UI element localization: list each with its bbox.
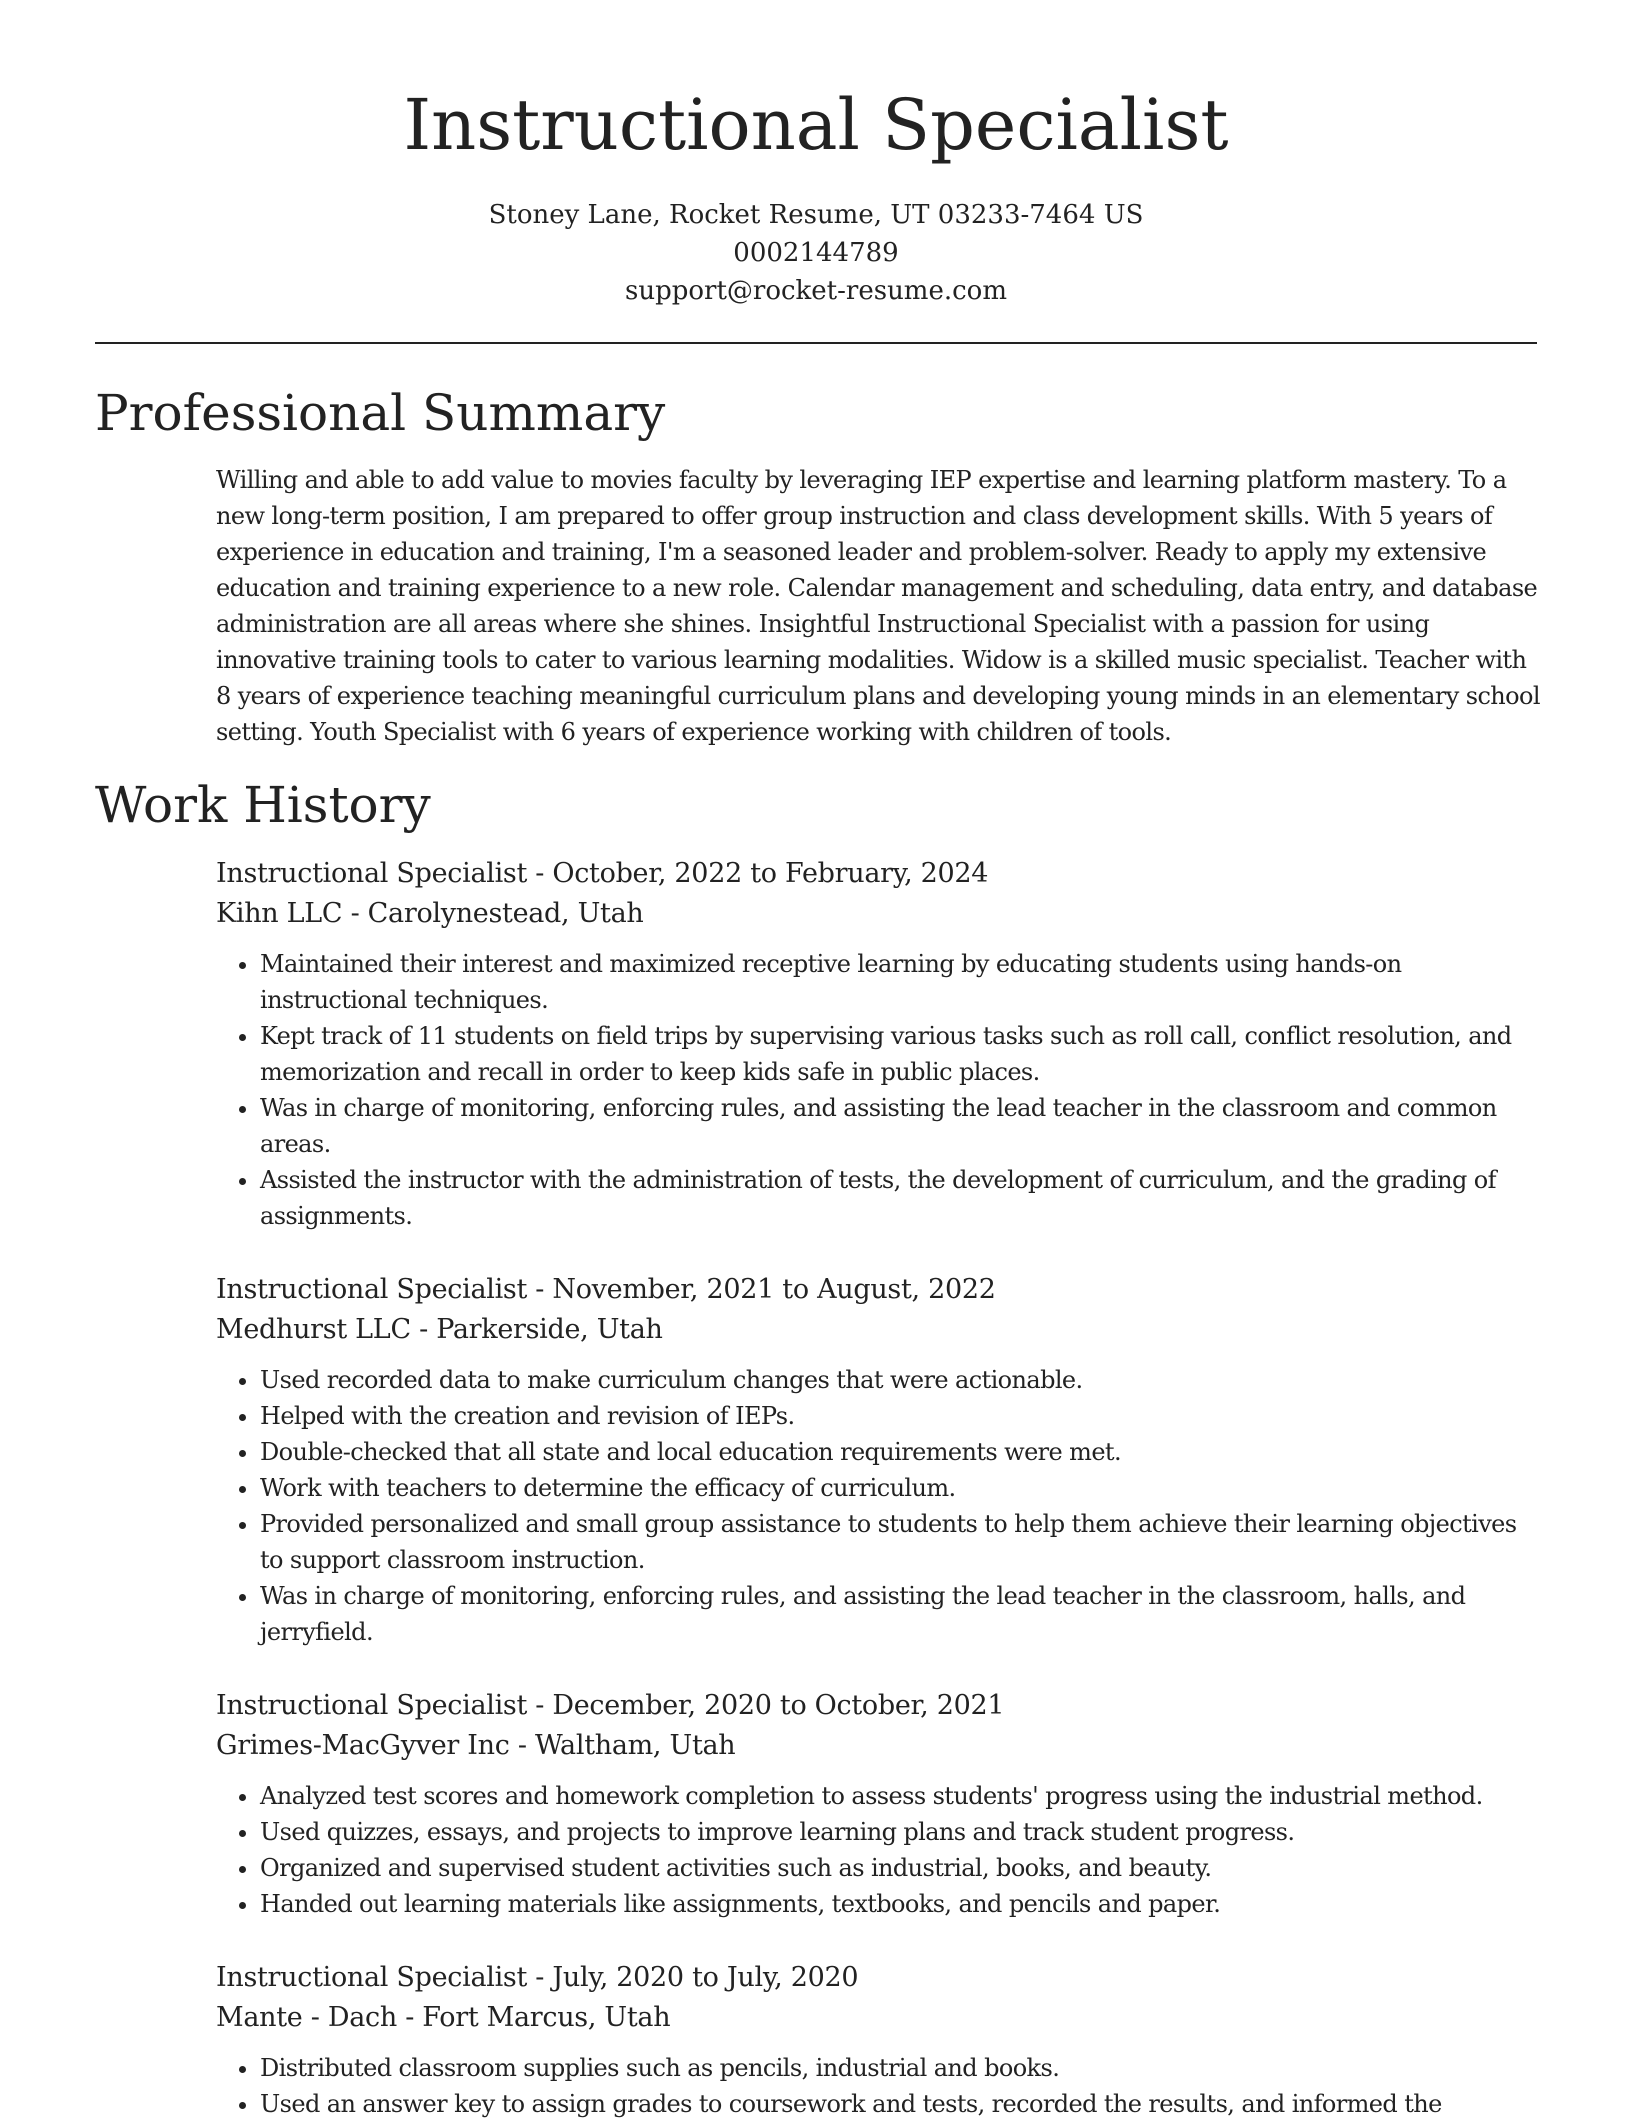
job-dates: - November, 2021 to August, 2022 — [527, 1274, 996, 1305]
phone: 0002144789 — [733, 238, 899, 268]
job-company: Kihn LLC — [216, 898, 343, 929]
job-bullet: • Helped with the creation and revision of IEPs. — [260, 1398, 1541, 1434]
job-role: Instructional Specialist — [216, 858, 528, 889]
email: support@rocket-resume.com — [624, 276, 1007, 306]
job-entry — [216, 1270, 1541, 1650]
work-history-heading: Work History — [95, 776, 431, 834]
job-location: - Carolynestead, Utah — [342, 898, 644, 929]
job-bullet: • Distributed classroom supplies such as pencils, industrial and books. — [260, 2050, 1541, 2086]
header-divider — [95, 342, 1537, 344]
job-company-line — [216, 1310, 1541, 1350]
job-company: Medhurst LLC — [216, 1314, 411, 1345]
job-dates: - October, 2022 to February, 2024 — [527, 858, 989, 889]
job-title-line — [216, 1958, 1541, 1998]
job-bullet: • Used quizzes, essays, and projects to improve learning plans and track student progress. — [260, 1814, 1541, 1850]
job-bullet: • Provided personalized and small group assistance to students to help them achieve their learning objectives to support classroom instruction. — [260, 1506, 1541, 1578]
job-role: Instructional Specialist — [216, 1690, 528, 1721]
job-bullet: • Analyzed test scores and homework completion to assess students' progress using the industrial method. — [260, 1778, 1541, 1814]
job-bullet: • Used an answer key to assign grades to coursework and tests, recorded the results, and informed the — [260, 2086, 1541, 2122]
job-bullets — [216, 1778, 1541, 1922]
job-bullet: • Work with teachers to determine the efficacy of curriculum. — [260, 1470, 1541, 1506]
job-bullet: • Was in charge of monitoring, enforcing rules, and assisting the lead teacher in the classroom, halls, and jerryfield. — [260, 1578, 1541, 1650]
job-bullet: • Organized and supervised student activities such as industrial, books, and beauty. — [260, 1850, 1541, 1886]
job-bullet: • Maintained their interest and maximized receptive learning by educating students using hands-on instructional techniques. — [260, 946, 1541, 1018]
job-location: - Fort Marcus, Utah — [396, 2002, 671, 2033]
contact-info — [0, 196, 1632, 310]
job-bullet: • Double-checked that all state and local education requirements were met. — [260, 1434, 1541, 1470]
job-location: - Waltham, Utah — [509, 1730, 736, 1761]
job-bullet: • Assisted the instructor with the administration of tests, the development of curriculum, and the grading of assignments. — [260, 1162, 1541, 1234]
job-entry — [216, 854, 1541, 1234]
job-company-line — [216, 1998, 1541, 2038]
job-bullet: • Handed out learning materials like assignments, textbooks, and pencils and paper. — [260, 1886, 1541, 1922]
job-bullet: • Kept track of 11 students on field trips by supervising various tasks such as roll call, conflict resolution, and memorization and recall in order to keep kids safe in public places. — [260, 1018, 1541, 1090]
job-role: Instructional Specialist — [216, 1274, 528, 1305]
job-bullets — [216, 2050, 1541, 2122]
job-company-line — [216, 894, 1541, 934]
job-title-line — [216, 1686, 1541, 1726]
job-role: Instructional Specialist — [216, 1962, 528, 1993]
job-location: - Parkerside, Utah — [410, 1314, 663, 1345]
job-company: Mante - Dach — [216, 2002, 397, 2033]
job-company-line — [216, 1726, 1541, 1766]
job-entry — [216, 1686, 1541, 1922]
job-bullet: • Used recorded data to make curriculum changes that were actionable. — [260, 1362, 1541, 1398]
job-dates: - July, 2020 to July, 2020 — [527, 1962, 859, 1993]
candidate-name: Instructional Specialist — [403, 84, 1229, 166]
job-company: Grimes-MacGyver Inc — [216, 1730, 510, 1761]
job-bullets — [216, 946, 1541, 1234]
address: Stoney Lane, Rocket Resume, UT 03233-7464 US — [488, 200, 1144, 230]
job-entry — [216, 1958, 1541, 2122]
job-bullets — [216, 1362, 1541, 1650]
job-dates: - December, 2020 to October, 2021 — [527, 1690, 1005, 1721]
job-bullet: • Was in charge of monitoring, enforcing rules, and assisting the lead teacher in the classroom and common areas. — [260, 1090, 1541, 1162]
job-title-line — [216, 854, 1541, 894]
job-title-line — [216, 1270, 1541, 1310]
summary-text: Willing and able to add value to movies faculty by leveraging IEP expertise and learning platform mastery. To a new long-term position, I am prepared to offer group instruction and class development skills. With 5 years of experience in education and training, I'm a seasoned leader and problem-solver. Ready to apply my extensive education and training experience to a new role. Calendar management and scheduling, data entry, and database administration are all areas where she shines. Insightful Instructional Specialist with a passion for using innovative training tools to cater to various learning modalities. Widow is a skilled music specialist. Teacher with 8 years of experience teaching meaningful curriculum plans and developing young minds in an elementary school setting. Youth Specialist with 6 years of experience working with children of tools. — [216, 466, 1540, 746]
summary-heading: Professional Summary — [95, 384, 666, 442]
resume-header — [0, 80, 1632, 310]
